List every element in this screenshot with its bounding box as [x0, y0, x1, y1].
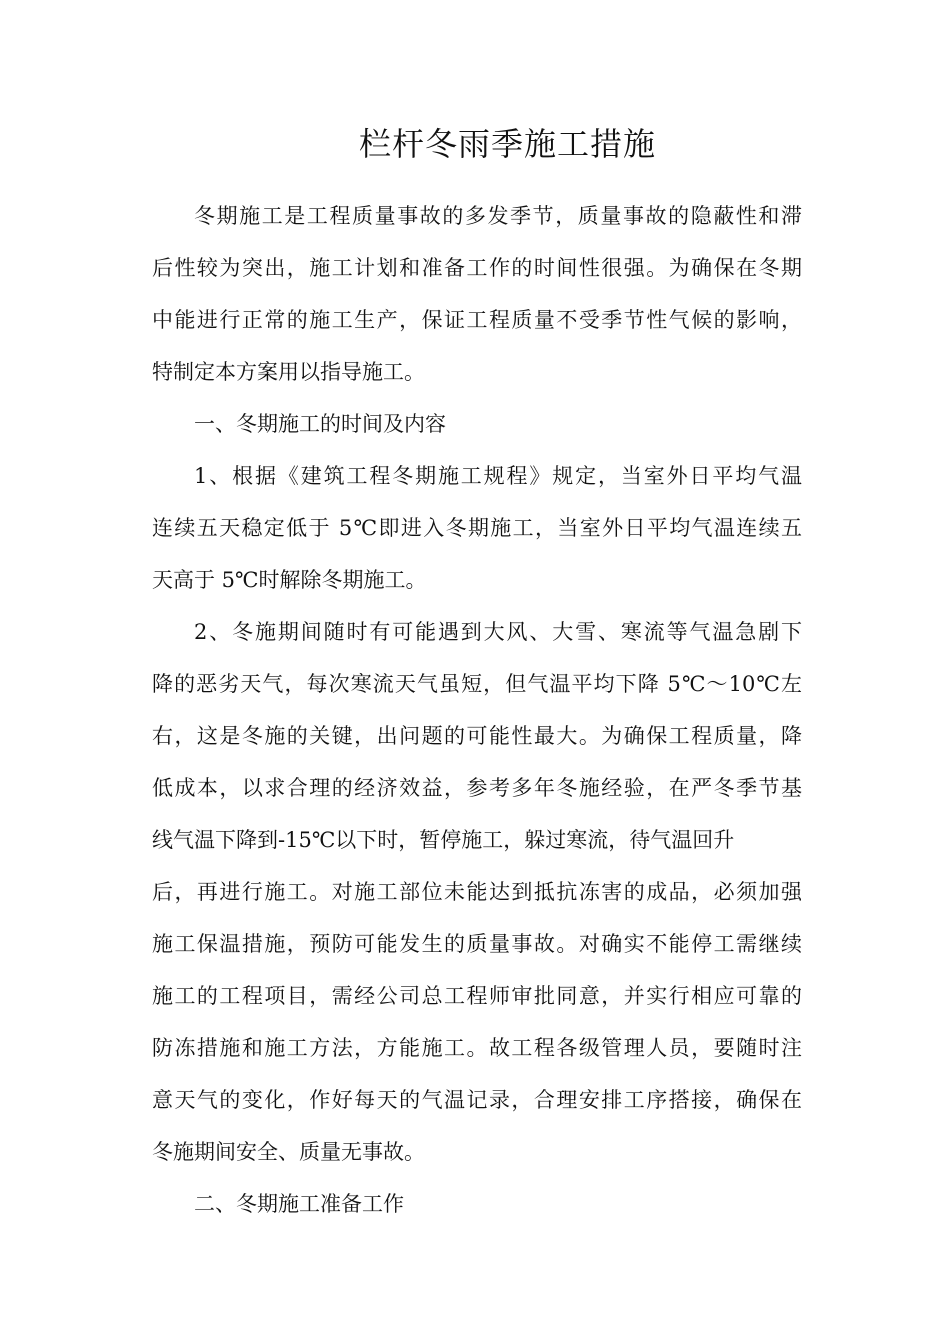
paragraph-line: 降的恶劣天气，每次寒流天气虽短，但气温平均下降 5℃～10℃左	[152, 672, 802, 696]
paragraph-line: 连续五天稳定低于 5℃即进入冬期施工，当室外日平均气温连续五	[152, 516, 802, 540]
paragraph-line: 2、冬施期间随时有可能遇到大风、大雪、寒流等气温急剧下	[194, 620, 802, 644]
paragraph-line: 防冻措施和施工方法，方能施工。故工程各级管理人员，要随时注	[152, 1036, 802, 1060]
section-heading: 一、冬期施工的时间及内容	[194, 412, 446, 436]
paragraph-line: 冬施期间安全、质量无事故。	[152, 1140, 425, 1164]
paragraph-line: 特制定本方案用以指导施工。	[152, 360, 425, 384]
paragraph-line: 低成本，以求合理的经济效益，参考多年冬施经验，在严冬季节基	[152, 776, 802, 800]
paragraph-line: 施工的工程项目，需经公司总工程师审批同意，并实行相应可靠的	[152, 984, 802, 1008]
paragraph-line: 右，这是冬施的关键，出问题的可能性最大。为确保工程质量，降	[152, 724, 802, 748]
paragraph-line: 意天气的变化，作好每天的气温记录，合理安排工序搭接，确保在	[152, 1088, 802, 1112]
paragraph-line: 后性较为突出，施工计划和准备工作的时间性很强。为确保在冬期	[152, 256, 802, 280]
paragraph-line: 后，再进行施工。对施工部位未能达到抵抗冻害的成品，必须加强	[152, 880, 802, 904]
paragraph-line: 1、根据《建筑工程冬期施工规程》规定，当室外日平均气温	[194, 464, 802, 488]
paragraph-line: 冬期施工是工程质量事故的多发季节，质量事故的隐蔽性和滞	[194, 204, 802, 228]
paragraph-line: 天高于 5℃时解除冬期施工。	[152, 568, 427, 592]
paragraph-line: 中能进行正常的施工生产，保证工程质量不受季节性气候的影响，	[152, 308, 802, 332]
paragraph-line: 施工保温措施，预防可能发生的质量事故。对确实不能停工需继续	[152, 932, 802, 956]
paragraph-line: 线气温下降到-15℃以下时，暂停施工，躲过寒流，待气温回升	[152, 828, 735, 852]
section-heading: 二、冬期施工准备工作	[194, 1192, 404, 1216]
document-title: 栏杆冬雨季施工措施	[358, 125, 656, 163]
